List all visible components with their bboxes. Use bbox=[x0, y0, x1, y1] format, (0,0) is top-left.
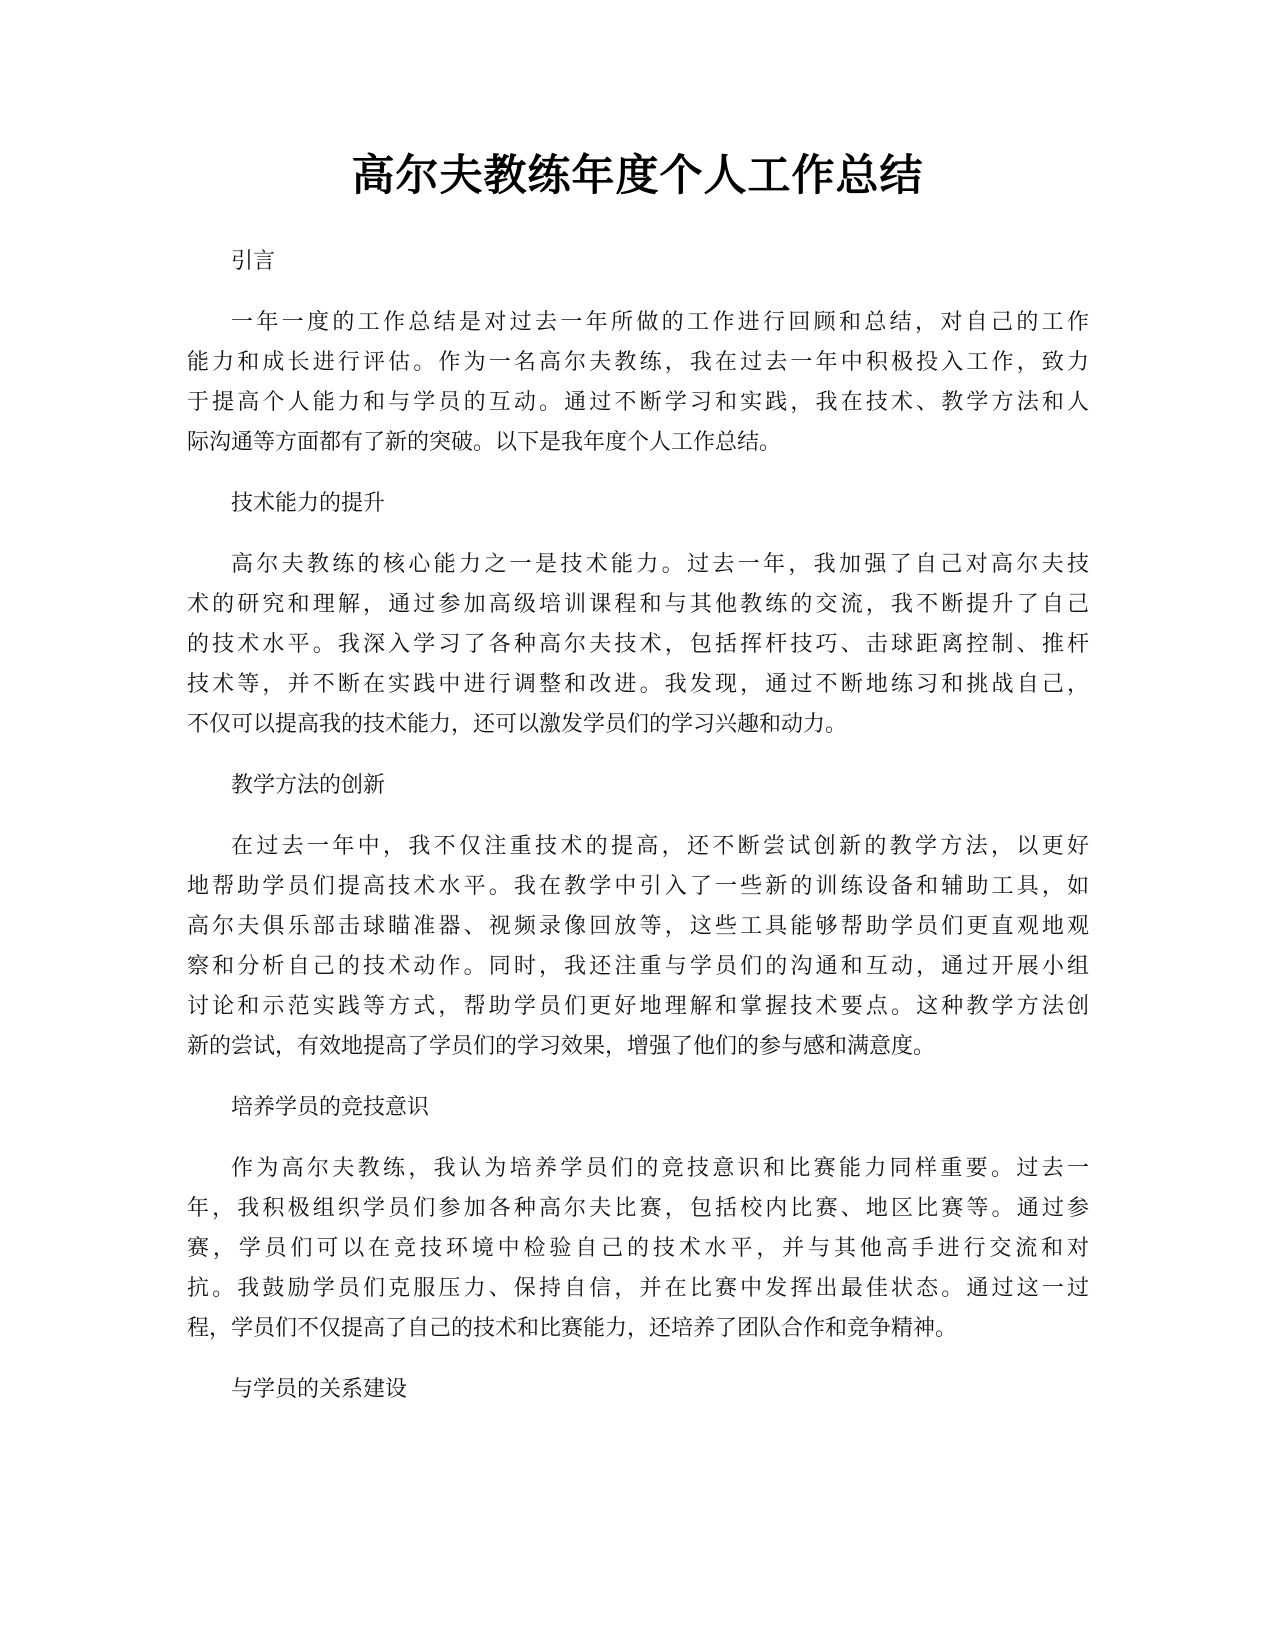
paragraph-line: 程，学员们不仅提高了自己的技术和比赛能力，还培养了团队合作和竞争精神。 bbox=[187, 1316, 958, 1341]
paragraph-line: 作为高尔夫教练，我认为培养学员们的竞技意识和比赛能力同样重要。过去一 bbox=[231, 1156, 1089, 1181]
section-paragraph-teaching-innovation bbox=[187, 827, 1089, 1067]
section-paragraph-intro bbox=[187, 303, 1089, 463]
document-body bbox=[187, 242, 1089, 1431]
paragraph-line: 际沟通等方面都有了新的突破。以下是我年度个人工作总结。 bbox=[187, 430, 782, 455]
paragraph-line: 于提高个人能力和与学员的互动。通过不断学习和实践，我在技术、教学方法和人 bbox=[187, 390, 1089, 415]
section-paragraph-competition bbox=[187, 1149, 1089, 1349]
paragraph-line: 不仅可以提高我的技术能力，还可以激发学员们的学习兴趣和动力。 bbox=[187, 712, 848, 737]
paragraph-line: 高尔夫俱乐部击球瞄准器、视频录像回放等，这些工具能够帮助学员们更直观地观 bbox=[187, 914, 1089, 939]
paragraph-line: 察和分析自己的技术动作。同时，我还注重与学员们的沟通和互动，通过开展小组 bbox=[187, 954, 1089, 979]
paragraph-line: 抗。我鼓励学员们克服压力、保持自信，并在比赛中发挥出最佳状态。通过这一过 bbox=[187, 1276, 1089, 1301]
section-heading-intro: 引言 bbox=[231, 249, 276, 274]
paragraph-line: 能力和成长进行评估。作为一名高尔夫教练，我在过去一年中积极投入工作，致力 bbox=[187, 350, 1089, 375]
paragraph-line: 年，我积极组织学员们参加各种高尔夫比赛，包括校内比赛、地区比赛等。通过参 bbox=[187, 1196, 1089, 1221]
paragraph-line: 一年一度的工作总结是对过去一年所做的工作进行回顾和总结，对自己的工作 bbox=[231, 310, 1089, 335]
section-heading-student-relations: 与学员的关系建设 bbox=[231, 1377, 408, 1402]
section-paragraph-technical-skills bbox=[187, 545, 1089, 745]
section-heading-technical-skills: 技术能力的提升 bbox=[231, 491, 386, 516]
document-title: 高尔夫教练年度个人工作总结 bbox=[351, 151, 924, 201]
paragraph-line: 高尔夫教练的核心能力之一是技术能力。过去一年，我加强了自己对高尔夫技 bbox=[231, 552, 1089, 577]
paragraph-line: 技术等，并不断在实践中进行调整和改进。我发现，通过不断地练习和挑战自己， bbox=[187, 672, 1089, 697]
section-heading-competition: 培养学员的竞技意识 bbox=[231, 1095, 430, 1120]
paragraph-line: 赛，学员们可以在竞技环境中检验自己的技术水平，并与其他高手进行交流和对 bbox=[187, 1236, 1089, 1261]
paragraph-line: 的技术水平。我深入学习了各种高尔夫技术，包括挥杆技巧、击球距离控制、推杆 bbox=[187, 632, 1089, 657]
paragraph-line: 在过去一年中，我不仅注重技术的提高，还不断尝试创新的教学方法，以更好 bbox=[231, 834, 1089, 859]
section-heading-teaching-innovation: 教学方法的创新 bbox=[231, 773, 386, 798]
paragraph-line: 术的研究和理解，通过参加高级培训课程和与其他教练的交流，我不断提升了自己 bbox=[187, 592, 1089, 617]
paragraph-line: 地帮助学员们提高技术水平。我在教学中引入了一些新的训练设备和辅助工具，如 bbox=[187, 874, 1089, 899]
paragraph-line: 讨论和示范实践等方式，帮助学员们更好地理解和掌握技术要点。这种教学方法创 bbox=[187, 994, 1089, 1019]
paragraph-line: 新的尝试，有效地提高了学员们的学习效果，增强了他们的参与感和满意度。 bbox=[187, 1034, 936, 1059]
